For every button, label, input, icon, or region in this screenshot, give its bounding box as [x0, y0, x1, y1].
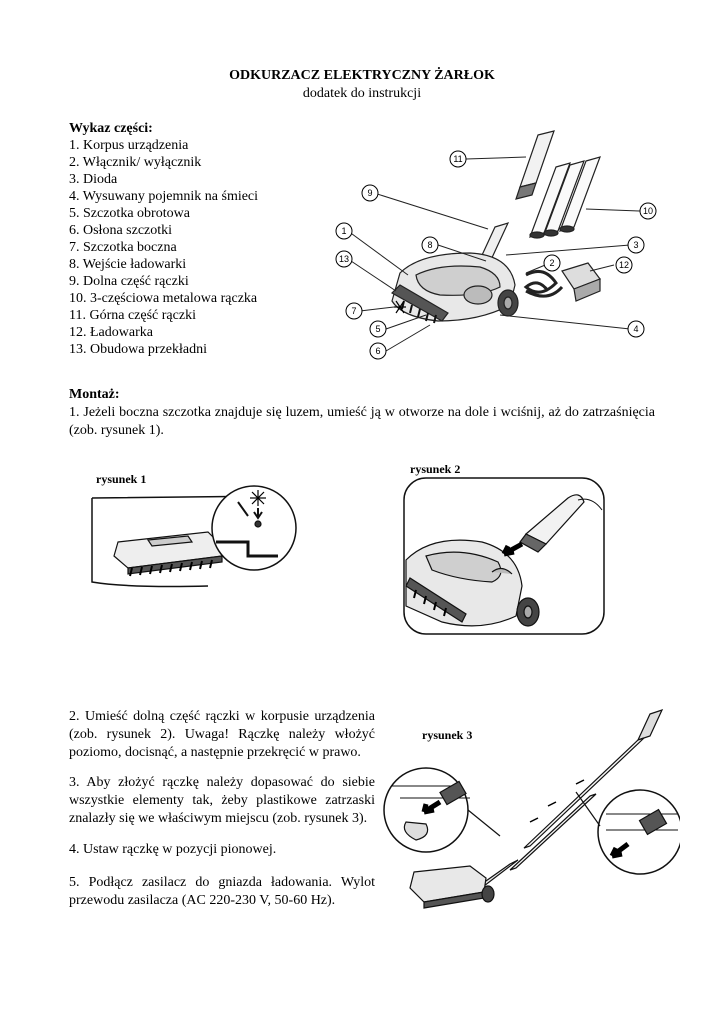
list-item: 5. Szczotka obrotowa [69, 206, 190, 221]
assembly-heading: Montaż: [69, 387, 120, 402]
figure-1-illustration [88, 482, 298, 594]
callout-10 [640, 203, 656, 219]
list-item: 1. Korpus urządzenia [69, 138, 189, 153]
callout-8 [422, 237, 438, 253]
svg-text:12: 12 [618, 260, 630, 270]
svg-text:8: 8 [427, 240, 433, 250]
assembly-step-5: 5. Podłącz zasilacz do gniazda ładowania. Wylot przewodu zasilacza (AC 220-230 V, 50-60 Hz). [69, 875, 375, 908]
figure-1-label: rysunek 1 [96, 472, 147, 486]
svg-text:1: 1 [341, 226, 347, 236]
side-brush-icon [250, 490, 266, 506]
list-item: 10. 3-częściowa metalowa rączka [69, 291, 258, 306]
assembly-step-1: 1. Jeżeli boczna szczotka znajduje się luzem, umieść ją w otworze na dole i wciśnij, aż do zatrzaśnięcia (zob. rysunek 1). [69, 405, 655, 438]
svg-text:13: 13 [338, 254, 350, 264]
callout-3 [628, 237, 644, 253]
callout-2 [544, 255, 560, 271]
list-item: 11. Górna część rączki [69, 308, 196, 323]
figure-2-label: rysunek 2 [410, 462, 461, 476]
svg-text:3: 3 [633, 240, 639, 250]
list-item: 4. Wysuwany pojemnik na śmieci [69, 189, 259, 204]
page-subtitle: dodatek do instrukcji [302, 86, 422, 101]
svg-text:5: 5 [375, 324, 381, 334]
parts-heading: Wykaz części: [69, 121, 153, 136]
svg-text:11: 11 [453, 154, 463, 164]
list-item: 12. Ładowarka [69, 325, 153, 340]
svg-text:2: 2 [549, 258, 555, 268]
list-item: 8. Wejście ładowarki [69, 257, 187, 272]
list-item: 9. Dolna część rączki [69, 274, 189, 289]
list-item: 6. Osłona szczotki [69, 223, 173, 238]
list-item: 2. Włącznik/ wyłącznik [69, 155, 202, 170]
callout-12 [616, 257, 632, 273]
figure-3-illustration [380, 706, 680, 912]
parts-diagram [330, 125, 660, 370]
vacuum-base-illustration [410, 866, 494, 908]
svg-text:9: 9 [367, 188, 373, 198]
callout-7 [346, 303, 362, 319]
callout-1 [336, 223, 352, 239]
svg-text:7: 7 [351, 306, 357, 316]
figure-3-label: rysunek 3 [422, 728, 473, 742]
assembly-step-3: 3. Aby złożyć rączkę należy dopasować do siebie wszystkie elementy tak, żeby plastikowe zatrzaski znalazły się we właściwym miejscu (zob. rysunek 3). [69, 775, 375, 826]
parts-list [69, 137, 258, 358]
list-item: 13. Obudowa przekładni [69, 342, 208, 357]
callout-6 [370, 343, 386, 359]
callout-4 [628, 321, 644, 337]
list-item: 7. Szczotka boczna [69, 240, 177, 255]
vacuum-body-illustration [392, 253, 518, 323]
svg-text:6: 6 [375, 346, 381, 356]
page-title: ODKURZACZ ELEKTRYCZNY ŻARŁOK [229, 68, 495, 83]
callout-11 [450, 151, 466, 167]
assembly-step-4: 4. Ustaw rączkę w pozycji pionowej. [69, 842, 277, 857]
svg-text:4: 4 [633, 324, 639, 334]
callout-5 [370, 321, 386, 337]
vacuum-base-illustration [114, 532, 222, 576]
list-item: 3. Dioda [69, 172, 118, 187]
svg-text:10: 10 [642, 206, 654, 216]
assembly-step-2: 2. Umieść dolną część rączki w korpusie urządzenia (zob. rysunek 2). Uwaga! Rączkę należy włożyć poziomo, docisnąć, a następnie przekręcić w prawo. [69, 709, 375, 760]
zoom-circle-right [598, 790, 680, 874]
callout-13 [336, 251, 352, 267]
diagram-callouts [336, 151, 656, 359]
figure-2-illustration [402, 476, 608, 638]
callout-9 [362, 185, 378, 201]
